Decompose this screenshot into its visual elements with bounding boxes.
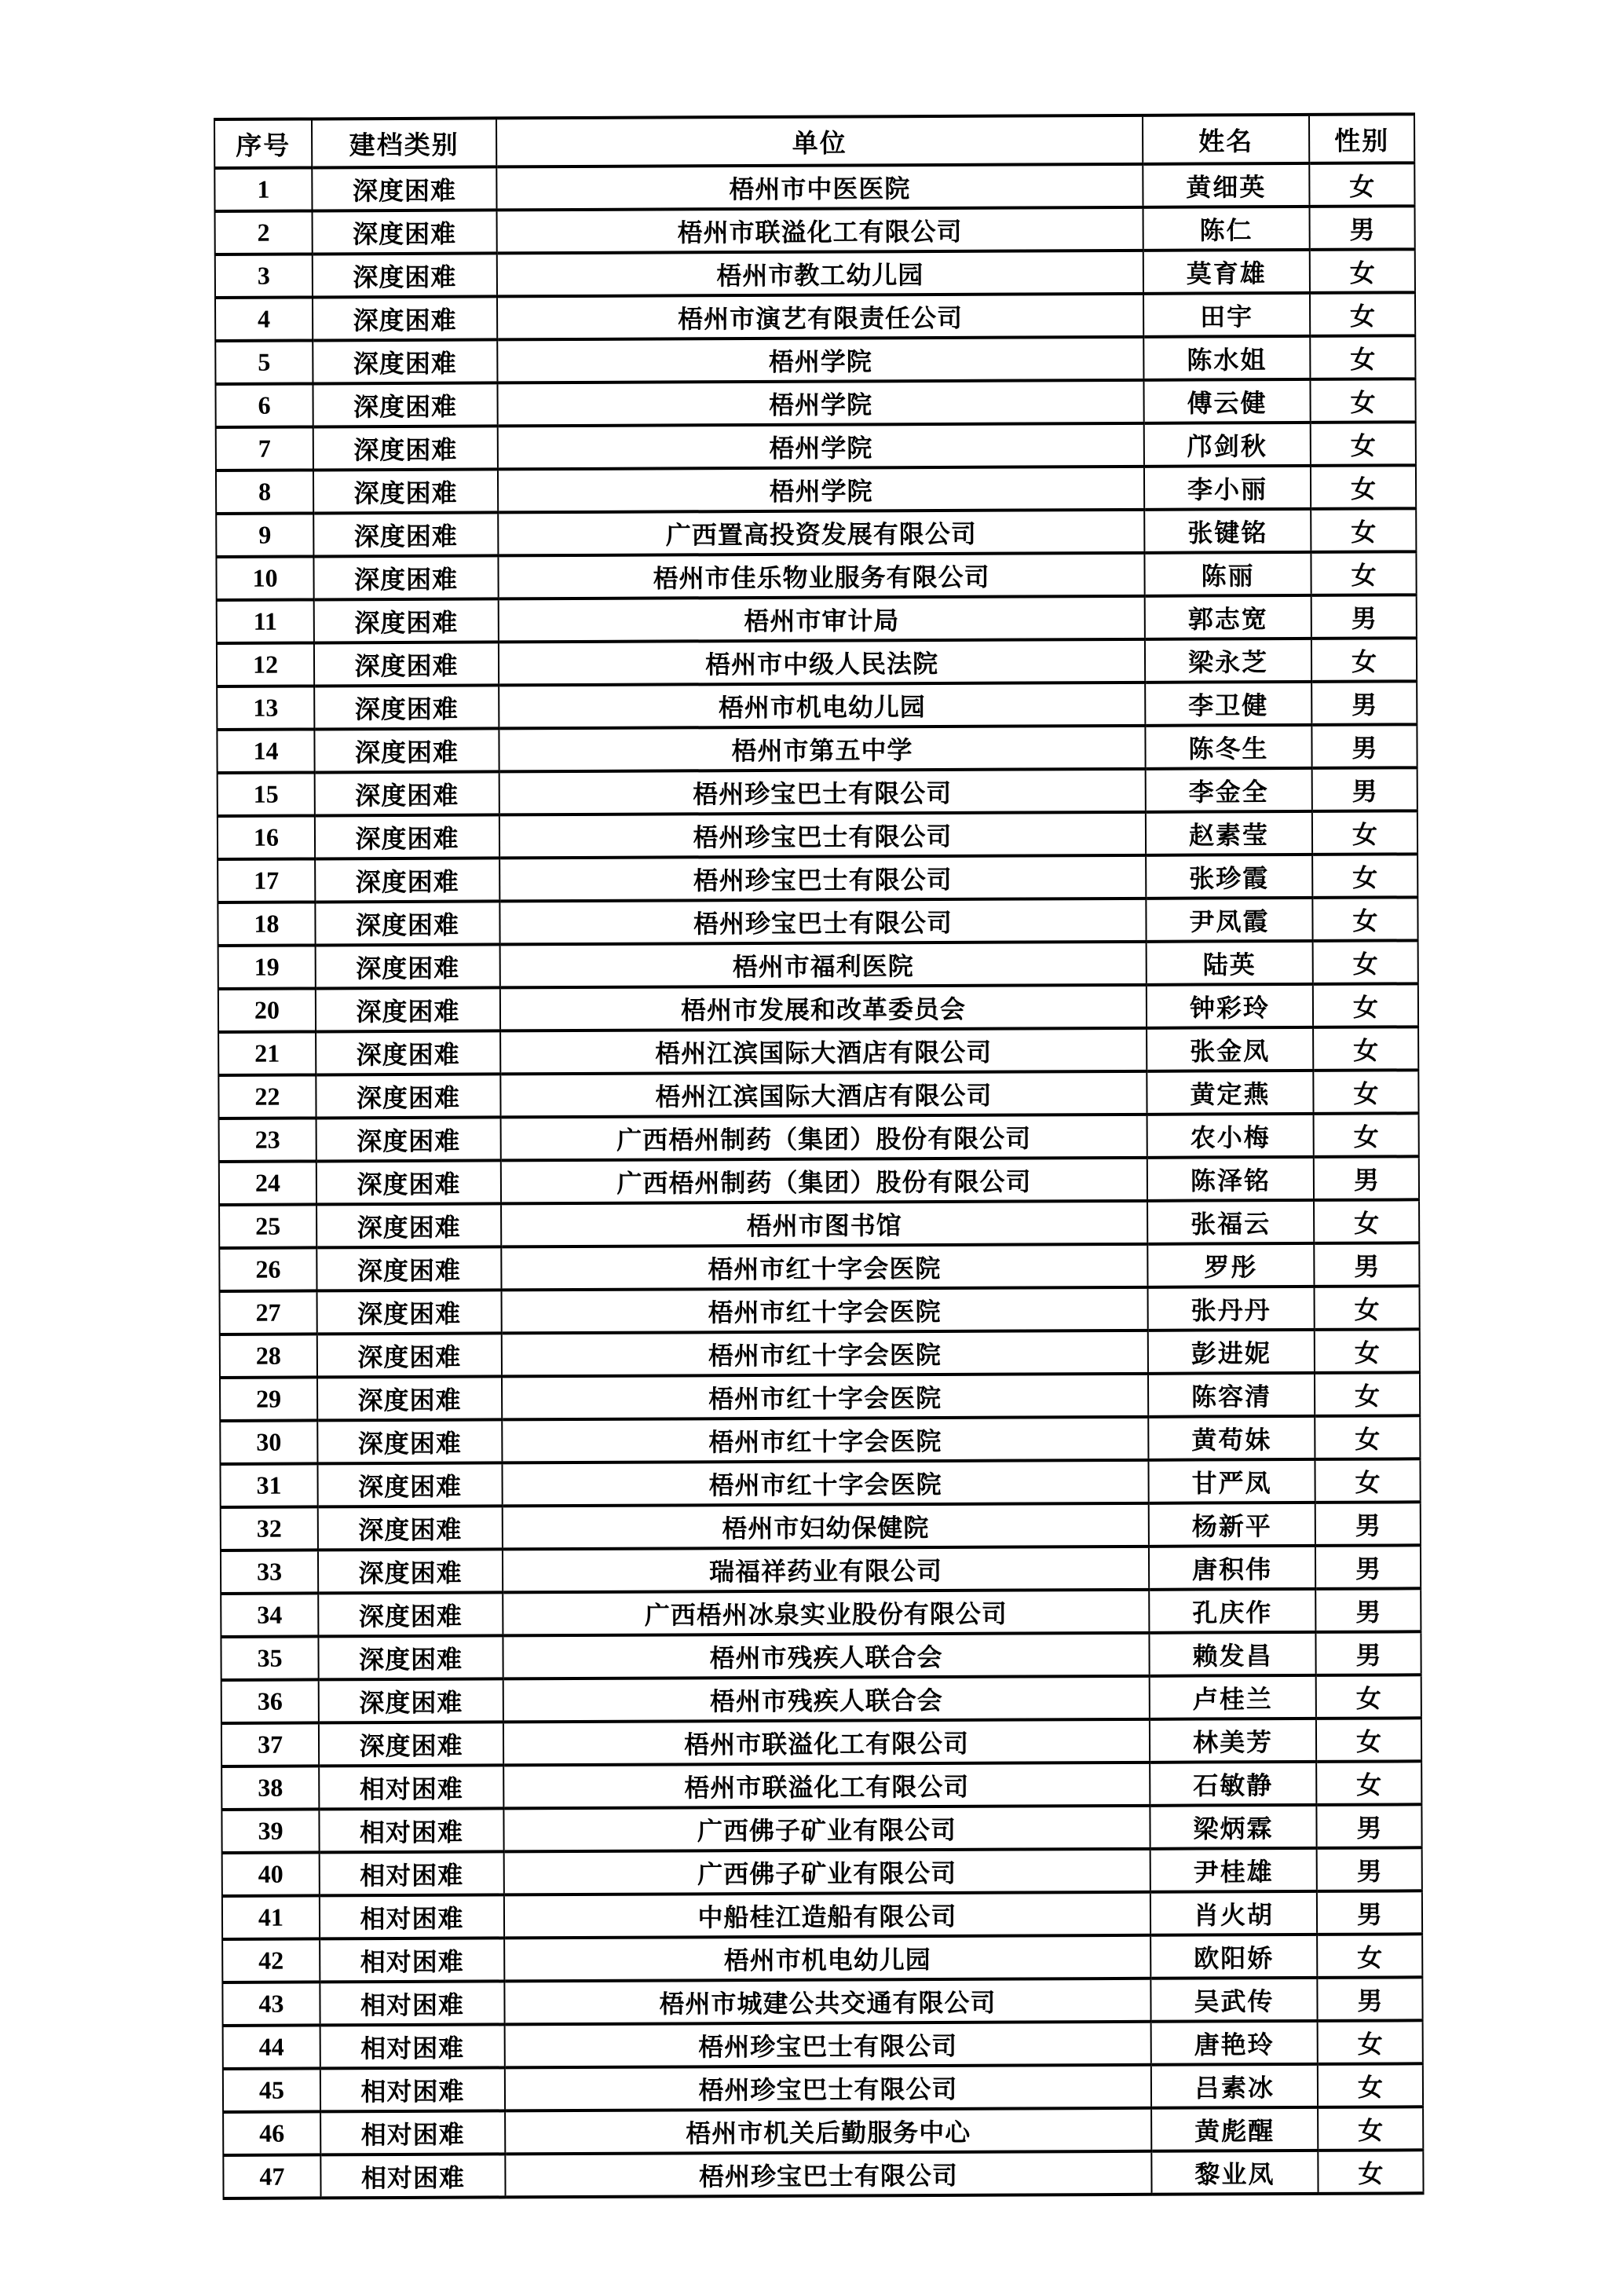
table-row bbox=[220, 1286, 1420, 1334]
category-cell: 深度困难 bbox=[313, 339, 497, 383]
table-row bbox=[222, 1847, 1422, 1896]
table-row bbox=[221, 1502, 1421, 1550]
serial-cell: 2 bbox=[215, 210, 313, 254]
serial-cell: 38 bbox=[221, 1766, 319, 1810]
serial-cell: 5 bbox=[215, 340, 313, 384]
table-row bbox=[215, 379, 1415, 427]
gender-cell: 女 bbox=[1311, 551, 1416, 595]
unit-cell: 梧州珍宝巴士有限公司 bbox=[499, 812, 1146, 858]
category-cell: 深度困难 bbox=[317, 1376, 502, 1420]
table-row bbox=[215, 249, 1415, 298]
serial-cell: 6 bbox=[215, 383, 313, 427]
table-row bbox=[215, 292, 1415, 341]
serial-cell: 42 bbox=[222, 1938, 320, 1982]
name-cell: 农小梅 bbox=[1147, 1114, 1314, 1158]
header-category: 建档类别 bbox=[312, 118, 496, 167]
table-row bbox=[220, 1415, 1420, 1464]
serial-cell: 4 bbox=[215, 297, 313, 341]
gender-cell: 女 bbox=[1316, 1718, 1421, 1762]
table-row bbox=[218, 1027, 1418, 1075]
table-row bbox=[221, 1631, 1421, 1680]
category-cell: 相对困难 bbox=[319, 1765, 503, 1809]
serial-cell: 16 bbox=[218, 815, 315, 859]
gender-cell: 男 bbox=[1317, 1847, 1422, 1891]
unit-cell: 梧州市红十字会医院 bbox=[502, 1374, 1148, 1420]
table-row bbox=[218, 897, 1417, 946]
name-cell: 罗彤 bbox=[1147, 1243, 1314, 1287]
category-cell: 深度困难 bbox=[313, 426, 498, 470]
unit-cell: 梧州市图书馆 bbox=[501, 1201, 1147, 1247]
serial-cell: 31 bbox=[220, 1463, 317, 1507]
table-row bbox=[217, 724, 1417, 773]
name-cell: 陈冬生 bbox=[1145, 725, 1311, 769]
serial-cell: 9 bbox=[216, 513, 313, 557]
category-cell: 深度困难 bbox=[319, 1722, 503, 1766]
table-row bbox=[218, 1070, 1418, 1118]
gender-cell: 女 bbox=[1315, 1286, 1420, 1330]
category-cell: 深度困难 bbox=[316, 1246, 501, 1290]
category-cell: 深度困难 bbox=[318, 1549, 503, 1593]
category-cell: 深度困难 bbox=[314, 642, 499, 686]
serial-cell: 34 bbox=[221, 1593, 318, 1637]
unit-cell: 梧州市红十字会医院 bbox=[502, 1287, 1148, 1334]
name-cell: 陆英 bbox=[1147, 941, 1313, 985]
serial-cell: 7 bbox=[216, 426, 313, 470]
serial-cell: 29 bbox=[220, 1377, 317, 1421]
category-cell: 深度困难 bbox=[313, 210, 497, 254]
name-cell: 李卫健 bbox=[1145, 682, 1311, 726]
serial-cell: 41 bbox=[222, 1895, 320, 1939]
gender-cell: 女 bbox=[1316, 1761, 1421, 1805]
name-cell: 钟彩玲 bbox=[1147, 984, 1313, 1028]
unit-cell: 梧州江滨国际大酒店有限公司 bbox=[500, 1028, 1147, 1074]
unit-cell: 中船桂江造船有限公司 bbox=[504, 1892, 1150, 1938]
serial-cell: 10 bbox=[216, 556, 313, 600]
unit-cell: 梧州市福利医院 bbox=[500, 942, 1147, 988]
serial-cell: 44 bbox=[223, 2025, 320, 2069]
table-row bbox=[216, 422, 1416, 470]
name-cell: 吴武传 bbox=[1150, 1978, 1317, 2022]
roster-table-grid bbox=[214, 112, 1425, 2200]
name-cell: 黎业凤 bbox=[1151, 2151, 1318, 2195]
gender-cell: 女 bbox=[1312, 811, 1417, 855]
serial-cell: 40 bbox=[222, 1852, 320, 1896]
name-cell: 尹凤霞 bbox=[1146, 898, 1312, 942]
gender-cell: 女 bbox=[1310, 249, 1415, 293]
category-cell: 相对困难 bbox=[319, 1808, 503, 1852]
category-cell: 相对困难 bbox=[320, 2024, 505, 2068]
unit-cell: 瑞福祥药业有限公司 bbox=[503, 1547, 1149, 1593]
gender-cell: 女 bbox=[1318, 2107, 1423, 2151]
name-cell: 石敏静 bbox=[1150, 1762, 1316, 1806]
name-cell: 黄苟妹 bbox=[1148, 1416, 1315, 1460]
unit-cell: 梧州珍宝巴士有限公司 bbox=[499, 899, 1146, 945]
unit-cell: 广西佛子矿业有限公司 bbox=[503, 1806, 1150, 1852]
table-row bbox=[218, 767, 1417, 816]
category-cell: 深度困难 bbox=[316, 987, 500, 1031]
unit-cell: 广西置高投资发展有限公司 bbox=[498, 510, 1144, 556]
gender-cell: 男 bbox=[1315, 1545, 1421, 1589]
category-cell: 深度困难 bbox=[315, 771, 499, 815]
gender-cell: 女 bbox=[1318, 2150, 1423, 2194]
category-cell: 相对困难 bbox=[320, 2110, 505, 2154]
name-cell: 邝剑秋 bbox=[1144, 423, 1311, 467]
name-cell: 张丹丹 bbox=[1148, 1287, 1315, 1331]
unit-cell: 梧州市机电幼儿园 bbox=[499, 683, 1145, 729]
unit-cell: 梧州市第五中学 bbox=[499, 726, 1145, 772]
unit-cell: 梧州江滨国际大酒店有限公司 bbox=[500, 1071, 1147, 1118]
unit-cell: 梧州市联溢化工有限公司 bbox=[503, 1719, 1150, 1766]
serial-cell: 13 bbox=[217, 686, 314, 730]
gender-cell: 女 bbox=[1312, 854, 1417, 898]
unit-cell: 梧州市中级人民法院 bbox=[499, 639, 1145, 686]
unit-cell: 梧州市机关后勤服务中心 bbox=[505, 2108, 1151, 2154]
category-cell: 相对困难 bbox=[320, 2154, 505, 2198]
gender-cell: 女 bbox=[1313, 983, 1418, 1027]
gender-cell: 女 bbox=[1317, 1934, 1422, 1978]
gender-cell: 女 bbox=[1311, 508, 1416, 552]
serial-cell: 22 bbox=[218, 1074, 316, 1118]
name-cell: 莫育雄 bbox=[1143, 250, 1310, 294]
unit-cell: 梧州珍宝巴士有限公司 bbox=[505, 2022, 1151, 2068]
unit-cell: 梧州市演艺有限责任公司 bbox=[497, 294, 1143, 340]
unit-cell: 梧州市残疾人联合会 bbox=[503, 1676, 1150, 1722]
gender-cell: 女 bbox=[1315, 1415, 1420, 1459]
name-cell: 张金凤 bbox=[1147, 1027, 1313, 1071]
serial-cell: 35 bbox=[221, 1636, 318, 1680]
category-cell: 深度困难 bbox=[313, 253, 497, 297]
serial-cell: 3 bbox=[215, 254, 313, 298]
table-row bbox=[223, 2107, 1423, 2155]
table-row bbox=[214, 163, 1414, 211]
gender-cell: 女 bbox=[1311, 638, 1417, 682]
gender-cell: 男 bbox=[1315, 1502, 1421, 1546]
gender-cell: 女 bbox=[1312, 897, 1417, 941]
category-cell: 深度困难 bbox=[316, 1203, 501, 1247]
unit-cell: 广西佛子矿业有限公司 bbox=[504, 1849, 1150, 1895]
serial-cell: 24 bbox=[219, 1161, 316, 1205]
name-cell: 肖火胡 bbox=[1150, 1891, 1317, 1935]
table-row bbox=[223, 2020, 1423, 2069]
gender-cell: 男 bbox=[1311, 681, 1417, 725]
unit-cell: 梧州珍宝巴士有限公司 bbox=[505, 2065, 1151, 2111]
table-row bbox=[217, 681, 1417, 730]
serial-cell: 37 bbox=[221, 1722, 319, 1766]
table-header-row bbox=[214, 114, 1414, 168]
name-cell: 李小丽 bbox=[1144, 466, 1311, 510]
unit-cell: 梧州市联溢化工有限公司 bbox=[497, 207, 1143, 254]
serial-cell: 1 bbox=[214, 167, 312, 211]
gender-cell: 男 bbox=[1315, 1631, 1421, 1675]
category-cell: 深度困难 bbox=[316, 1117, 501, 1161]
gender-cell: 女 bbox=[1318, 2020, 1423, 2064]
table-row bbox=[220, 1329, 1420, 1378]
name-cell: 张福云 bbox=[1147, 1200, 1314, 1244]
name-cell: 张珍霞 bbox=[1146, 855, 1312, 899]
table-row bbox=[220, 1372, 1420, 1421]
category-cell: 深度困难 bbox=[318, 1592, 503, 1636]
name-cell: 欧阳娇 bbox=[1150, 1935, 1317, 1979]
gender-cell: 男 bbox=[1317, 1977, 1422, 2021]
category-cell: 相对困难 bbox=[320, 2067, 505, 2111]
serial-cell: 33 bbox=[221, 1550, 318, 1594]
category-cell: 相对困难 bbox=[320, 1851, 504, 1895]
serial-cell: 8 bbox=[216, 470, 313, 514]
table-row bbox=[219, 1243, 1419, 1291]
unit-cell: 梧州珍宝巴士有限公司 bbox=[505, 2151, 1151, 2198]
gender-cell: 女 bbox=[1310, 379, 1415, 423]
serial-cell: 20 bbox=[218, 988, 316, 1032]
unit-cell: 梧州市联溢化工有限公司 bbox=[503, 1763, 1150, 1809]
name-cell: 杨新平 bbox=[1149, 1503, 1315, 1547]
table-body bbox=[214, 163, 1423, 2198]
serial-cell: 25 bbox=[219, 1204, 316, 1248]
category-cell: 深度困难 bbox=[317, 1290, 502, 1334]
serial-cell: 45 bbox=[223, 2068, 320, 2112]
category-cell: 深度困难 bbox=[315, 815, 499, 858]
unit-cell: 梧州市中医医院 bbox=[496, 164, 1143, 210]
gender-cell: 女 bbox=[1313, 1070, 1418, 1114]
category-cell: 深度困难 bbox=[317, 1462, 502, 1506]
category-cell: 相对困难 bbox=[320, 1981, 504, 2025]
name-cell: 李金全 bbox=[1146, 768, 1312, 812]
gender-cell: 男 bbox=[1317, 1891, 1422, 1935]
unit-cell: 梧州市机电幼儿园 bbox=[504, 1935, 1150, 1982]
category-cell: 深度困难 bbox=[319, 1678, 503, 1722]
category-cell: 深度困难 bbox=[317, 1333, 502, 1377]
header-unit: 单位 bbox=[496, 115, 1143, 167]
gender-cell: 男 bbox=[1311, 724, 1417, 768]
table-row bbox=[219, 1113, 1419, 1162]
category-cell: 深度困难 bbox=[313, 469, 498, 513]
serial-cell: 17 bbox=[218, 858, 315, 902]
unit-cell: 梧州市红十字会医院 bbox=[502, 1460, 1148, 1506]
table-row bbox=[221, 1804, 1421, 1853]
gender-cell: 女 bbox=[1311, 422, 1416, 466]
category-cell: 相对困难 bbox=[320, 1938, 504, 1982]
table-row bbox=[218, 854, 1417, 902]
name-cell: 赖发昌 bbox=[1149, 1632, 1315, 1676]
unit-cell: 梧州市城建公共交通有限公司 bbox=[504, 1979, 1150, 2025]
name-cell: 尹桂雄 bbox=[1150, 1848, 1317, 1892]
serial-cell: 39 bbox=[221, 1809, 319, 1853]
serial-cell: 18 bbox=[218, 902, 315, 946]
category-cell: 深度困难 bbox=[313, 555, 498, 599]
category-cell: 深度困难 bbox=[316, 1031, 500, 1074]
name-cell: 郭志宽 bbox=[1145, 595, 1311, 639]
unit-cell: 梧州学院 bbox=[497, 337, 1143, 383]
name-cell: 张键铭 bbox=[1144, 509, 1311, 553]
gender-cell: 男 bbox=[1310, 206, 1415, 250]
table-row bbox=[219, 1156, 1419, 1205]
name-cell: 黄细英 bbox=[1143, 163, 1309, 207]
category-cell: 深度困难 bbox=[315, 858, 499, 902]
serial-cell: 21 bbox=[218, 1031, 316, 1075]
unit-cell: 梧州市教工幼儿园 bbox=[497, 251, 1143, 297]
serial-cell: 12 bbox=[217, 642, 314, 686]
gender-cell: 女 bbox=[1315, 1329, 1420, 1373]
table-row bbox=[222, 1891, 1422, 1939]
name-cell: 甘严凤 bbox=[1148, 1459, 1315, 1503]
serial-cell: 15 bbox=[218, 772, 315, 816]
table-row bbox=[222, 1934, 1422, 1982]
unit-cell: 广西梧州冰泉实业股份有限公司 bbox=[503, 1590, 1149, 1636]
gender-cell: 男 bbox=[1315, 1588, 1421, 1632]
serial-cell: 26 bbox=[219, 1247, 316, 1291]
category-cell: 深度困难 bbox=[314, 685, 499, 729]
category-cell: 深度困难 bbox=[318, 1506, 503, 1550]
category-cell: 深度困难 bbox=[312, 167, 496, 210]
category-cell: 深度困难 bbox=[316, 1074, 500, 1118]
unit-cell: 广西梧州制药（集团）股份有限公司 bbox=[501, 1158, 1147, 1204]
category-cell: 深度困难 bbox=[317, 1419, 502, 1463]
gender-cell: 女 bbox=[1315, 1459, 1420, 1503]
table-row bbox=[218, 940, 1418, 989]
gender-cell: 女 bbox=[1310, 335, 1415, 379]
gender-cell: 女 bbox=[1316, 1675, 1421, 1719]
name-cell: 田宇 bbox=[1143, 293, 1310, 337]
name-cell: 林美芳 bbox=[1150, 1719, 1316, 1763]
table-row bbox=[220, 1459, 1420, 1507]
header-gender: 性别 bbox=[1309, 114, 1414, 163]
table-row bbox=[217, 638, 1417, 686]
gender-cell: 男 bbox=[1312, 767, 1417, 811]
unit-cell: 梧州学院 bbox=[497, 380, 1143, 426]
table-row bbox=[215, 206, 1415, 254]
table-row bbox=[223, 2150, 1423, 2198]
serial-cell: 46 bbox=[223, 2111, 320, 2155]
category-cell: 相对困难 bbox=[320, 1894, 504, 1938]
serial-cell: 32 bbox=[221, 1506, 318, 1550]
serial-cell: 30 bbox=[220, 1420, 317, 1464]
name-cell: 彭进妮 bbox=[1148, 1330, 1315, 1374]
name-cell: 陈泽铭 bbox=[1147, 1157, 1314, 1201]
table-row bbox=[221, 1675, 1421, 1723]
serial-cell: 28 bbox=[220, 1334, 317, 1378]
category-cell: 深度困难 bbox=[316, 1160, 501, 1204]
gender-cell: 女 bbox=[1315, 1372, 1420, 1416]
unit-cell: 梧州市佳乐物业服务有限公司 bbox=[498, 553, 1144, 599]
table-row bbox=[223, 2063, 1423, 2112]
unit-cell: 梧州市发展和改革委员会 bbox=[500, 985, 1147, 1031]
unit-cell: 广西梧州制药（集团）股份有限公司 bbox=[501, 1115, 1147, 1161]
table-row bbox=[216, 508, 1416, 557]
serial-cell: 11 bbox=[217, 599, 314, 643]
name-cell: 孔庆作 bbox=[1149, 1589, 1315, 1633]
category-cell: 深度困难 bbox=[315, 901, 499, 945]
category-cell: 深度困难 bbox=[314, 728, 499, 772]
serial-cell: 19 bbox=[218, 945, 316, 989]
category-cell: 深度困难 bbox=[316, 944, 500, 988]
name-cell: 黄定燕 bbox=[1147, 1071, 1313, 1115]
unit-cell: 梧州市妇幼保健院 bbox=[503, 1503, 1149, 1550]
table-row bbox=[221, 1761, 1421, 1810]
header-serial: 序号 bbox=[214, 119, 312, 168]
unit-cell: 梧州市审计局 bbox=[499, 596, 1145, 642]
gender-cell: 女 bbox=[1313, 1027, 1418, 1071]
gender-cell: 女 bbox=[1314, 1199, 1419, 1243]
serial-cell: 23 bbox=[219, 1118, 316, 1162]
table-row bbox=[221, 1545, 1421, 1594]
name-cell: 赵素莹 bbox=[1146, 811, 1312, 855]
gender-cell: 男 bbox=[1314, 1243, 1419, 1287]
name-cell: 陈水姐 bbox=[1143, 336, 1310, 380]
name-cell: 吕素冰 bbox=[1151, 2064, 1318, 2108]
unit-cell: 梧州市红十字会医院 bbox=[502, 1417, 1148, 1463]
table-row bbox=[215, 335, 1415, 384]
table-row bbox=[222, 1977, 1422, 2026]
gender-cell: 男 bbox=[1316, 1804, 1421, 1848]
table-row bbox=[217, 595, 1417, 643]
gender-cell: 女 bbox=[1314, 1113, 1419, 1157]
unit-cell: 梧州珍宝巴士有限公司 bbox=[499, 769, 1146, 815]
category-cell: 深度困难 bbox=[313, 512, 498, 556]
unit-cell: 梧州学院 bbox=[498, 467, 1144, 513]
unit-cell: 梧州市残疾人联合会 bbox=[503, 1633, 1149, 1679]
table-row bbox=[221, 1588, 1421, 1637]
gender-cell: 女 bbox=[1311, 465, 1416, 509]
table-row bbox=[218, 983, 1418, 1032]
gender-cell: 女 bbox=[1310, 292, 1415, 336]
category-cell: 深度困难 bbox=[318, 1635, 503, 1679]
table-row bbox=[216, 465, 1416, 514]
name-cell: 陈丽 bbox=[1144, 552, 1311, 596]
name-cell: 陈容清 bbox=[1148, 1373, 1315, 1417]
gender-cell: 女 bbox=[1318, 2063, 1423, 2107]
table-row bbox=[221, 1718, 1421, 1766]
name-cell: 黄彪醒 bbox=[1151, 2107, 1318, 2151]
gender-cell: 男 bbox=[1311, 595, 1417, 639]
unit-cell: 梧州学院 bbox=[498, 423, 1144, 470]
name-cell: 唐积伟 bbox=[1149, 1546, 1315, 1590]
serial-cell: 47 bbox=[223, 2154, 320, 2198]
serial-cell: 43 bbox=[222, 1982, 320, 2026]
category-cell: 深度困难 bbox=[313, 296, 497, 340]
serial-cell: 27 bbox=[220, 1290, 317, 1334]
roster-table bbox=[214, 112, 1423, 2200]
unit-cell: 梧州市红十字会医院 bbox=[502, 1331, 1148, 1377]
unit-cell: 梧州珍宝巴士有限公司 bbox=[499, 855, 1146, 902]
table-row bbox=[216, 551, 1416, 600]
name-cell: 梁永芝 bbox=[1145, 639, 1311, 683]
header-name: 姓名 bbox=[1143, 115, 1309, 164]
name-cell: 傅云健 bbox=[1143, 379, 1310, 423]
name-cell: 陈仁 bbox=[1143, 207, 1310, 251]
gender-cell: 女 bbox=[1313, 940, 1418, 984]
table-row bbox=[219, 1199, 1419, 1248]
serial-cell: 36 bbox=[221, 1679, 319, 1723]
name-cell: 唐艳玲 bbox=[1151, 2021, 1318, 2065]
name-cell: 卢桂兰 bbox=[1150, 1675, 1316, 1719]
category-cell: 深度困难 bbox=[313, 383, 497, 426]
table-row bbox=[218, 811, 1417, 859]
unit-cell: 梧州市红十字会医院 bbox=[501, 1244, 1147, 1290]
gender-cell: 男 bbox=[1314, 1156, 1419, 1200]
category-cell: 深度困难 bbox=[314, 599, 499, 642]
name-cell: 梁炳霖 bbox=[1150, 1805, 1316, 1849]
serial-cell: 14 bbox=[217, 729, 314, 773]
gender-cell: 女 bbox=[1309, 163, 1414, 207]
